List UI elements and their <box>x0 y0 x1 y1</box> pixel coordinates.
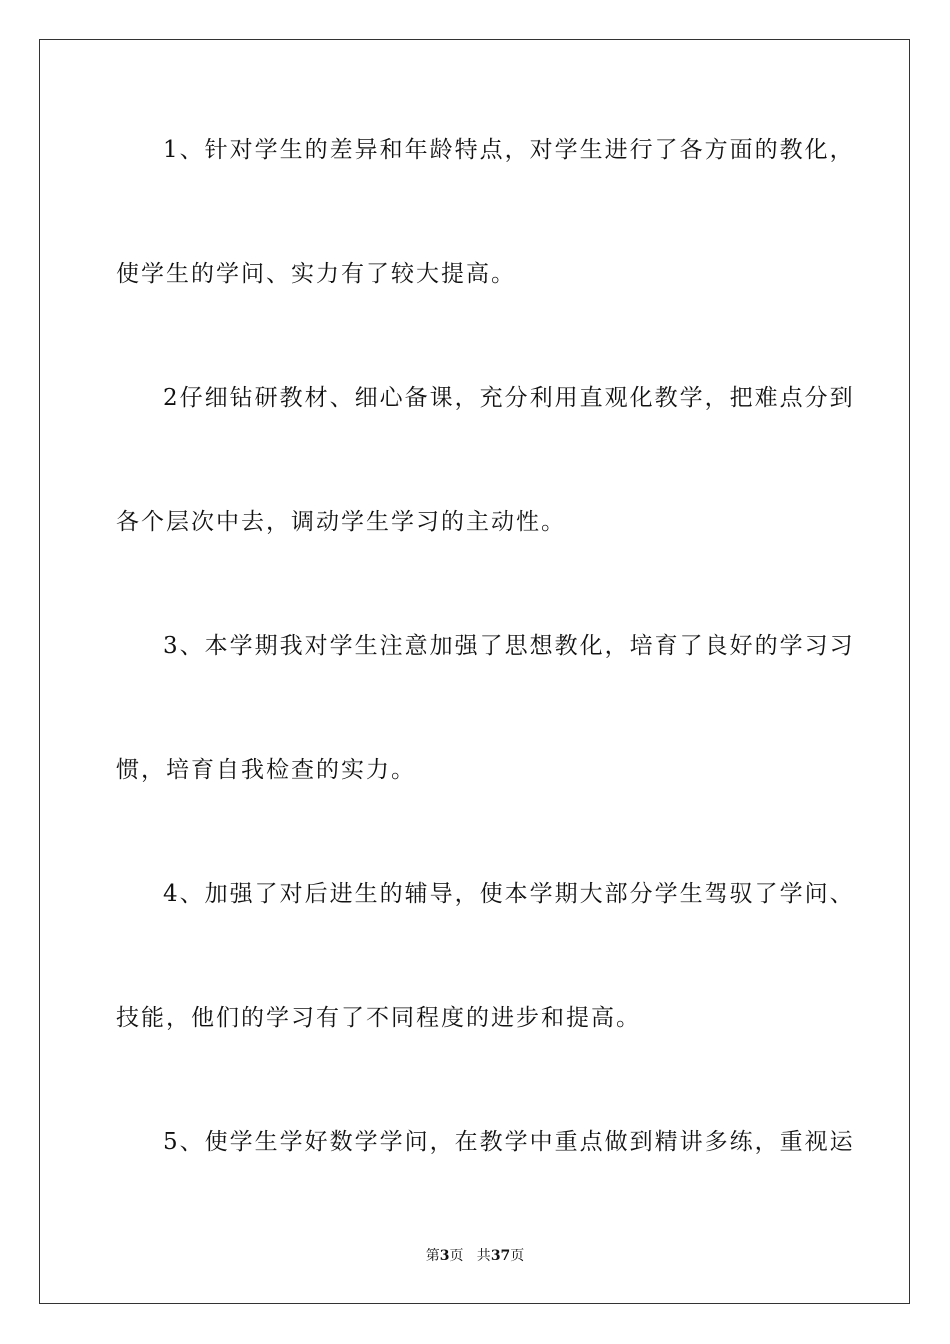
paragraph-2-line-1: 2仔细钻研教材、细心备课，充分利用直观化教学，把难点分到 <box>163 385 855 411</box>
paragraph-1-line-2: 使学生的学问、实力有了较大提高。 <box>116 261 516 287</box>
paragraph-1-line-1: 1、针对学生的差异和年龄特点，对学生进行了各方面的教化， <box>163 137 855 163</box>
paragraph-3-line-1: 3、本学期我对学生注意加强了思想教化，培育了良好的学习习 <box>163 633 855 659</box>
paragraph-4-line-2: 技能，他们的学习有了不同程度的进步和提高。 <box>116 1005 641 1031</box>
footer-suffix: 页 <box>510 1248 525 1264</box>
footer-prefix: 第 <box>425 1248 440 1264</box>
footer-total-pages: 37 <box>490 1248 511 1264</box>
footer-current-page: 3 <box>439 1248 450 1264</box>
footer-mid: 页 共 <box>449 1248 491 1264</box>
paragraph-3-line-2: 惯，培育自我检查的实力。 <box>116 757 416 783</box>
paragraph-4-line-1: 4、加强了对后进生的辅导，使本学期大部分学生驾驭了学问、 <box>163 881 855 907</box>
page-footer <box>0 1247 950 1265</box>
paragraph-5-line-1: 5、使学生学好数学学问，在教学中重点做到精讲多练，重视运 <box>163 1129 855 1155</box>
page-border <box>39 39 910 1304</box>
paragraph-2-line-2: 各个层次中去，调动学生学习的主动性。 <box>116 509 566 535</box>
